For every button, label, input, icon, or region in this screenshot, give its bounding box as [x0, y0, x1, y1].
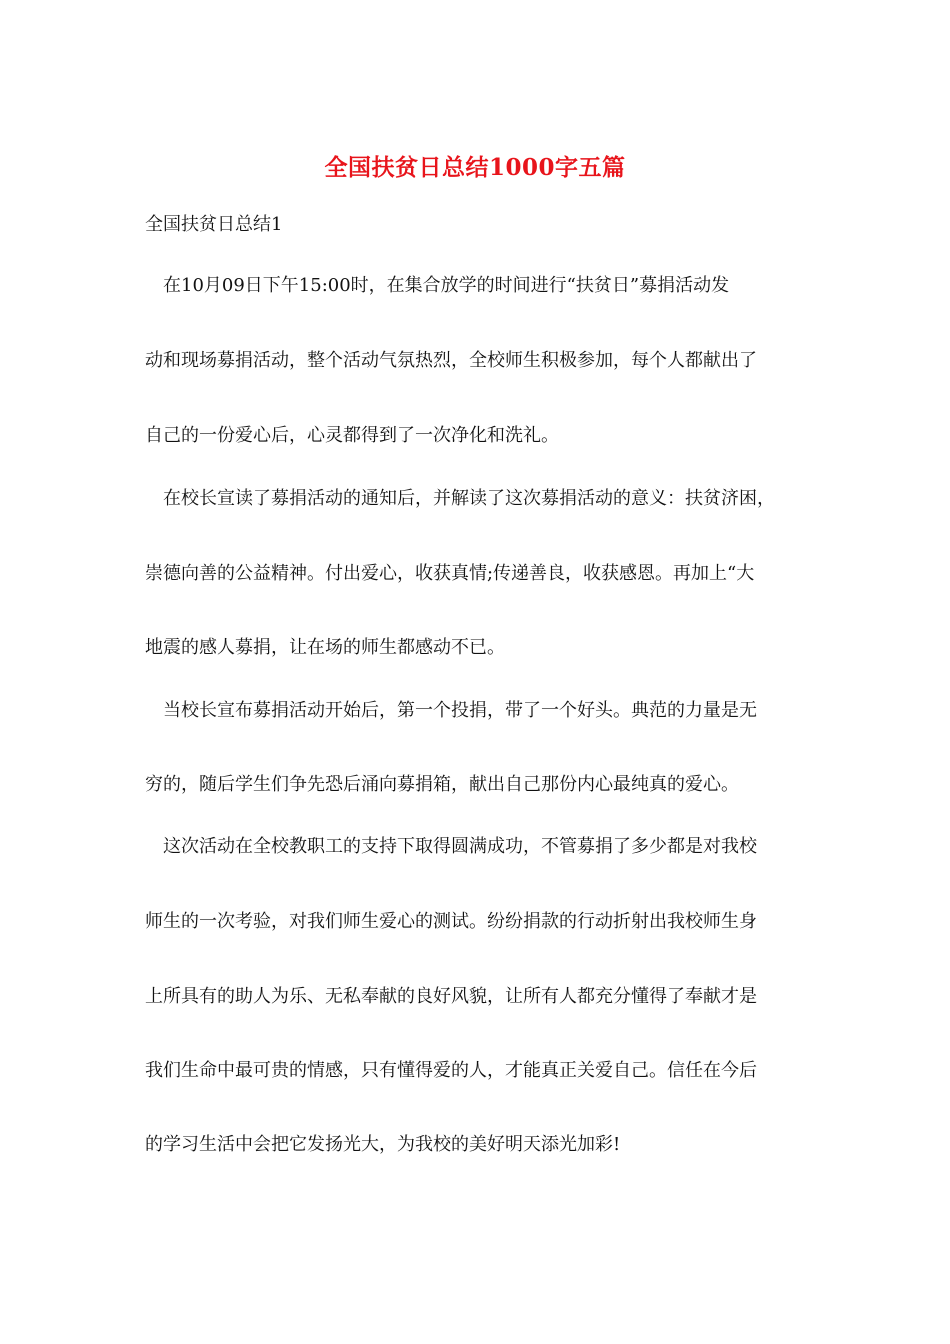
paragraph-line: 动和现场募捐活动，整个活动气氛热烈，全校师生积极参加，每个人都献出了	[145, 350, 757, 371]
document-title: 全国扶贫日总结1000字五篇	[324, 154, 626, 181]
paragraph-line: 在10月09日下午15:00时，在集合放学的时间进行“扶贫日”募捐活动发	[163, 275, 730, 296]
section-heading: 全国扶贫日总结1	[145, 214, 283, 235]
paragraph-line: 师生的一次考验，对我们师生爱心的测试。纷纷捐款的行动折射出我校师生身	[145, 911, 757, 932]
paragraph-line: 这次活动在全校教职工的支持下取得圆满成功，不管募捐了多少都是对我校	[163, 836, 757, 857]
paragraph-line: 在校长宣读了募捐活动的通知后，并解读了这次募捐活动的意义：扶贫济困，	[163, 488, 775, 509]
paragraph-line: 上所具有的助人为乐、无私奉献的良好风貌，让所有人都充分懂得了奉献才是	[145, 986, 757, 1007]
paragraph-line: 自己的一份爱心后，心灵都得到了一次净化和洗礼。	[145, 425, 559, 446]
paragraph-line: 地震的感人募捐，让在场的师生都感动不已。	[145, 637, 505, 658]
paragraph-line: 我们生命中最可贵的情感，只有懂得爱的人，才能真正关爱自己。信任在今后	[145, 1060, 757, 1081]
paragraph-line: 当校长宣布募捐活动开始后，第一个投捐，带了一个好头。典范的力量是无	[163, 700, 757, 721]
paragraph-line: 崇德向善的公益精神。付出爱心，收获真情;传递善良，收获感恩。再加上“大	[145, 563, 755, 584]
paragraph-line: 的学习生活中会把它发扬光大，为我校的美好明天添光加彩!	[145, 1134, 621, 1155]
paragraph-line: 穷的，随后学生们争先恐后涌向募捐箱，献出自己那份内心最纯真的爱心。	[145, 774, 739, 795]
